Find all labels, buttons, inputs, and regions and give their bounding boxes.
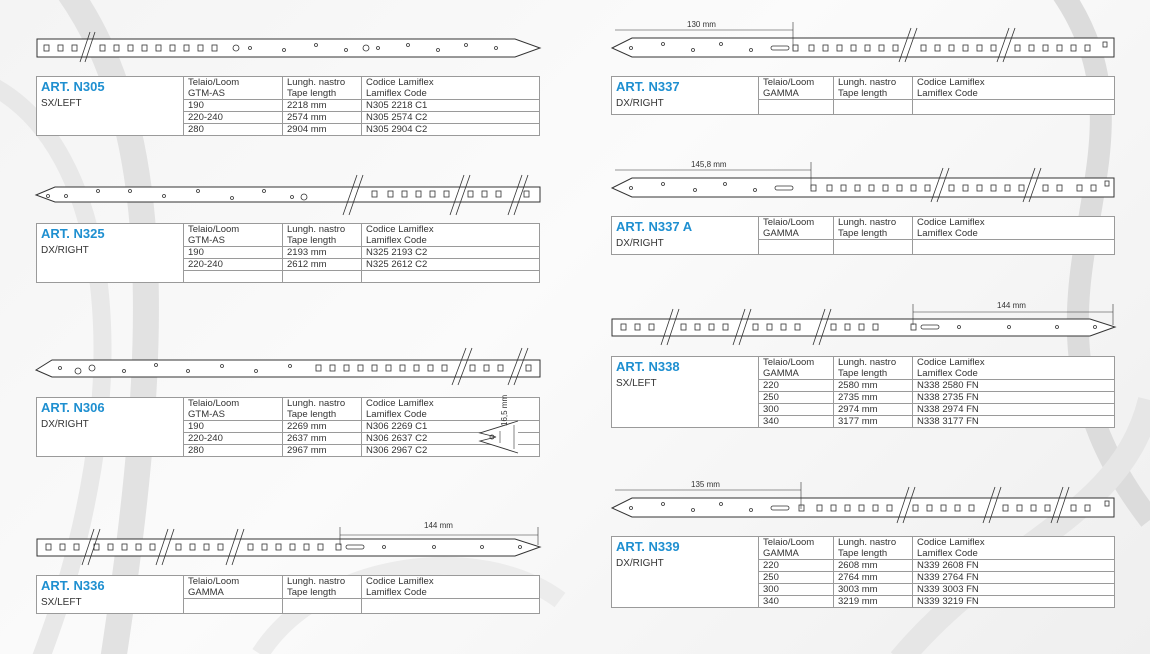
header-code: Codice Lamiflex Lamiflex Code	[913, 357, 1115, 380]
header-code: Codice Lamiflex Lamiflex Code	[362, 224, 540, 247]
strip-drawing-n339	[575, 475, 1150, 530]
table-row: 300 3003 mm N339 3003 FN	[612, 584, 1115, 596]
table-row: 190 2218 mm N305 2218 C1	[37, 100, 540, 112]
table-row: 280 2904 mm N305 2904 C2	[37, 124, 540, 136]
dimension-label: 144 mm	[424, 521, 453, 530]
table-row: 340 3177 mm N338 3177 FN	[612, 416, 1115, 428]
table-row: 340 3219 mm N339 3219 FN	[612, 596, 1115, 608]
table-row: 220-240 2612 mm N325 2612 C2	[37, 259, 540, 271]
article-side: SX/LEFT	[616, 378, 657, 389]
article-cell	[612, 537, 759, 608]
article-n338	[575, 295, 1150, 445]
header-length: Lungh. nastro Tape length	[283, 398, 362, 421]
header-length: Lungh. nastro Tape length	[834, 77, 913, 100]
article-side: SX/LEFT	[41, 597, 82, 608]
article-n305	[0, 0, 575, 160]
spec-table-n337	[611, 76, 1115, 115]
header-loom: Telaio/Loom GTM-AS	[184, 398, 283, 421]
article-code: ART. N305	[41, 79, 105, 94]
article-code: ART. N339	[616, 539, 680, 554]
table-row: 220-240 2637 mm N306 2637 C2	[37, 433, 540, 445]
article-side: SX/LEFT	[41, 98, 82, 109]
article-n306	[0, 340, 575, 480]
header-code: Codice Lamiflex Lamiflex Code	[362, 576, 540, 599]
article-cell	[37, 398, 184, 457]
header-loom: Telaio/Loom GTM-AS	[184, 224, 283, 247]
strip-drawing-n305	[0, 0, 575, 70]
header-loom: Telaio/Loom GTM-AS	[184, 77, 283, 100]
table-row: 220 2608 mm N339 2608 FN	[612, 560, 1115, 572]
article-code: ART. N337 A	[616, 219, 693, 234]
spec-table-n325	[36, 223, 540, 283]
table-row: 190 2193 mm N325 2193 C2	[37, 247, 540, 259]
header-length: Lungh. nastro Tape length	[834, 537, 913, 560]
article-side: DX/RIGHT	[616, 558, 664, 569]
article-side: DX/RIGHT	[616, 98, 664, 109]
article-side: DX/RIGHT	[41, 245, 89, 256]
article-side: DX/RIGHT	[616, 238, 664, 249]
table-row: 280 2967 mm N306 2967 C2	[37, 445, 540, 457]
article-cell	[612, 217, 759, 255]
article-n325	[0, 170, 575, 300]
article-code: ART. N337	[616, 79, 680, 94]
article-side: DX/RIGHT	[41, 419, 89, 430]
spec-table-n336	[36, 575, 540, 614]
strip-drawing-n338	[575, 295, 1150, 350]
article-code: ART. N338	[616, 359, 680, 374]
dimension-label: 144 mm	[997, 301, 1026, 310]
spec-table-n337a	[611, 216, 1115, 255]
header-loom: Telaio/Loom GAMMA	[759, 537, 834, 560]
strip-drawing-n325	[0, 170, 575, 220]
spec-table-n306	[36, 394, 540, 457]
header-length: Lungh. nastro Tape length	[834, 357, 913, 380]
article-cell	[37, 77, 184, 136]
header-loom: Telaio/Loom GAMMA	[759, 217, 834, 240]
article-code: ART. N336	[41, 578, 105, 593]
dimension-label: 130 mm	[687, 20, 716, 29]
header-loom: Telaio/Loom GAMMA	[759, 357, 834, 380]
article-code: ART. N306	[41, 400, 105, 415]
article-cell	[37, 576, 184, 614]
spec-table-n338	[611, 356, 1115, 428]
header-length: Lungh. nastro Tape length	[834, 217, 913, 240]
table-row: 250 2764 mm N339 2764 FN	[612, 572, 1115, 584]
table-row: 300 2974 mm N338 2974 FN	[612, 404, 1115, 416]
dimension-label: 145,8 mm	[691, 160, 727, 169]
table-row: 190 2269 mm N306 2269 C1	[37, 421, 540, 433]
article-cell	[612, 77, 759, 115]
table-row: 220 2580 mm N338 2580 FN	[612, 380, 1115, 392]
header-length: Lungh. nastro Tape length	[283, 224, 362, 247]
header-length: Lungh. nastro Tape length	[283, 576, 362, 599]
header-code: Codice Lamiflex Lamiflex Code	[362, 77, 540, 100]
article-n336	[0, 515, 575, 625]
header-code: Codice Lamiflex Lamiflex Code	[913, 217, 1115, 240]
header-code: Codice Lamiflex Lamiflex Code	[913, 77, 1115, 100]
inset-dimension-label: 16,5 mm	[500, 394, 509, 426]
article-cell	[612, 357, 759, 428]
header-loom: Telaio/Loom GAMMA	[759, 77, 834, 100]
article-n337	[575, 0, 1150, 125]
article-cell	[37, 224, 184, 283]
article-n339	[575, 475, 1150, 625]
strip-drawing-n306	[0, 340, 575, 390]
table-row: 250 2735 mm N338 2735 FN	[612, 392, 1115, 404]
header-code: Codice Lamiflex Lamiflex Code	[362, 398, 540, 421]
strip-drawing-n336	[0, 515, 575, 575]
strip-drawing-n337	[575, 0, 1150, 65]
header-loom: Telaio/Loom GAMMA	[184, 576, 283, 599]
header-length: Lungh. nastro Tape length	[283, 77, 362, 100]
article-code: ART. N325	[41, 226, 105, 241]
dimension-label: 135 mm	[691, 480, 720, 489]
table-row: 220-240 2574 mm N305 2574 C2	[37, 112, 540, 124]
spec-table-n305	[36, 76, 540, 136]
article-n337a	[575, 155, 1150, 270]
header-code: Codice Lamiflex Lamiflex Code	[913, 537, 1115, 560]
strip-drawing-n337a	[575, 155, 1150, 205]
spec-table-n339	[611, 536, 1115, 608]
